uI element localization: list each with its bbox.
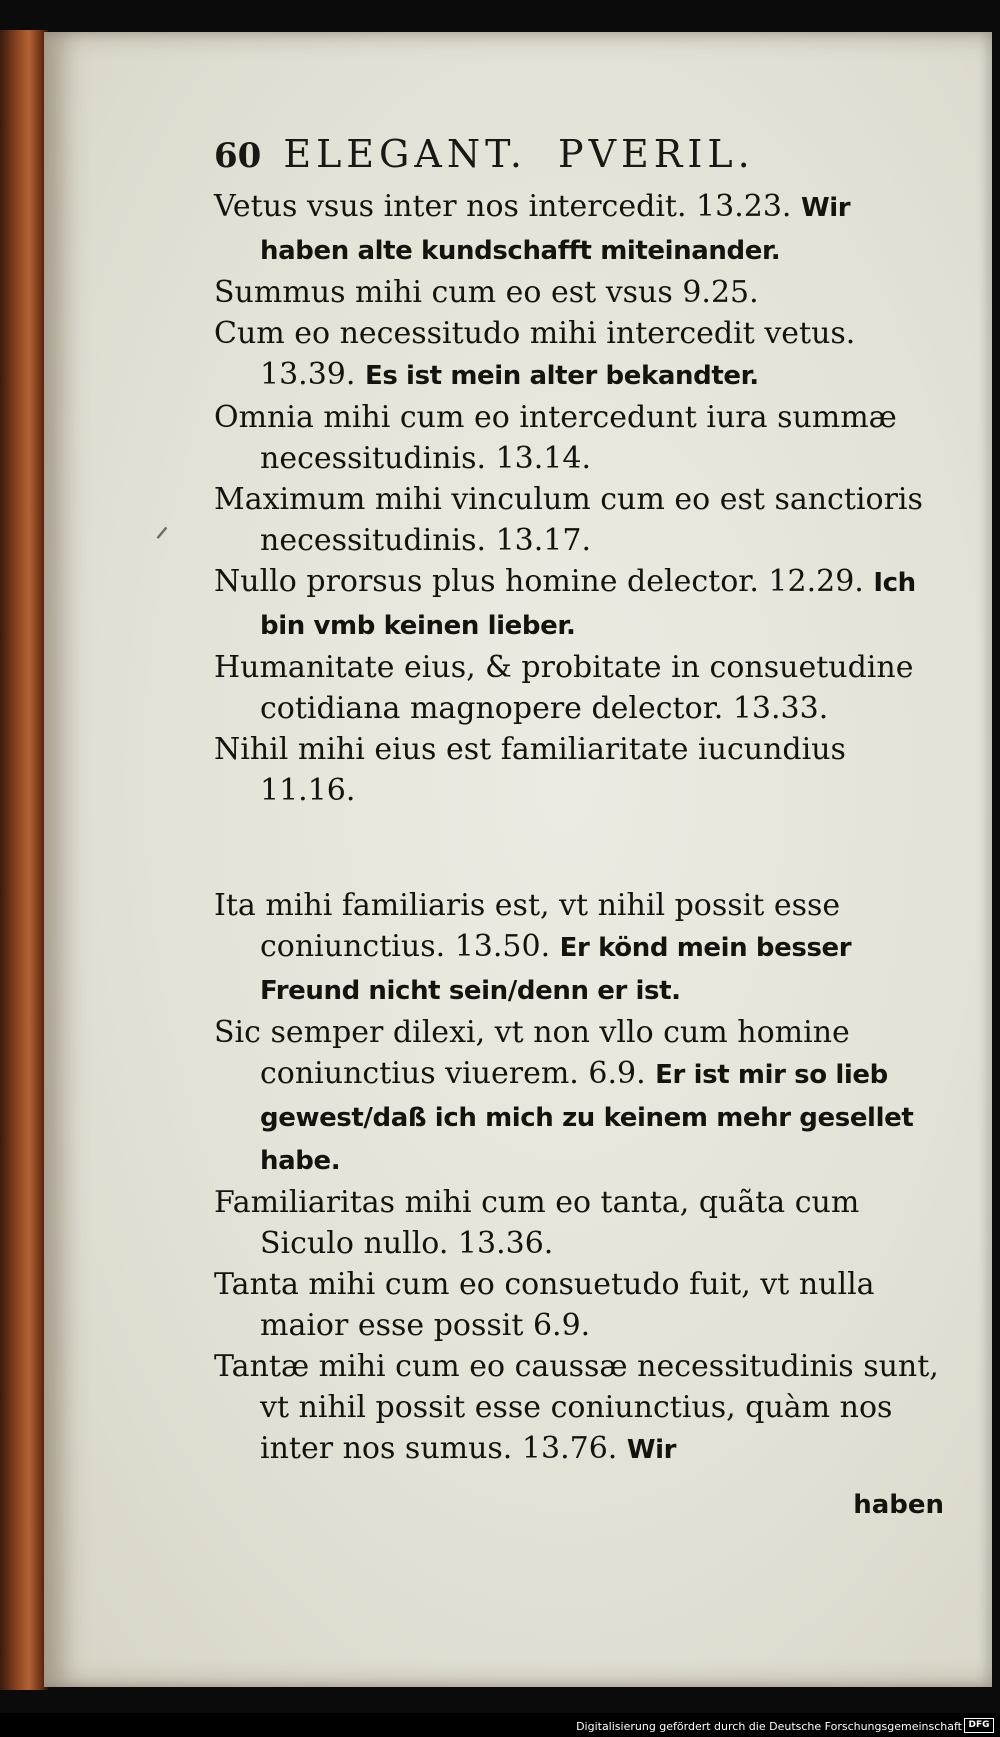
entry-german: Er könd mein besser Freund nicht sein/denn er ist. <box>260 933 852 1006</box>
entry-13 <box>214 1346 942 1471</box>
entry-german: Wir haben alte kundschafft miteinander. <box>260 193 851 266</box>
entry-latin: Vetus vsus inter nos intercedit. <box>214 189 687 224</box>
entry-reference: 11.16. <box>260 773 356 808</box>
digitization-footer <box>0 1713 1000 1737</box>
entry-reference: 13.76. <box>521 1431 618 1466</box>
entry-reference: 13.14. <box>495 441 592 476</box>
entry-7 <box>214 647 942 729</box>
catchword: haben <box>853 1490 944 1520</box>
entry-latin: Maximum mihi vinculum cum eo est sanctioris necessitudinis. <box>214 482 923 558</box>
entry-german: Ich bin vmb keinen lieber. <box>260 568 916 641</box>
entry-latin: Sic semper dilexi, vt non vllo cum homine coniunctius viuerem. <box>214 1015 850 1091</box>
entry-reference: 13.23. <box>696 189 792 224</box>
entry-latin: Nullo prorsus plus homine delector. <box>214 564 759 599</box>
entry-10 <box>214 1012 942 1182</box>
margin-annotation-mark: ᐟ <box>155 520 170 560</box>
entry-6 <box>214 561 942 647</box>
entry-reference: 9.25. <box>682 275 759 310</box>
entry-reference: 13.50. <box>454 929 551 964</box>
book-spine <box>0 30 48 1690</box>
page-text <box>214 186 942 1471</box>
entry-latin: Humanitate eius, & probitate in consuetudine cotidiana magnopere delector. <box>214 650 914 726</box>
page-number: 60 <box>214 136 262 176</box>
entry-reference: 13.33. <box>732 691 829 726</box>
entry-4 <box>214 397 942 479</box>
entry-9 <box>214 885 942 1012</box>
entry-latin: Tantæ mihi cum eo caussæ necessitudinis sunt, vt nihil possit esse coniunctius, quàm nos inter nos sumus. <box>214 1349 939 1466</box>
entry-1 <box>214 186 942 272</box>
entry-latin: Familiaritas mihi cum eo tanta, quãta cum Siculo nullo. <box>214 1185 860 1261</box>
entry-reference: 6.9. <box>588 1056 646 1091</box>
running-head: ELEGANT. PVERIL. <box>283 132 755 176</box>
funding-credit: Digitalisierung gefördert durch die Deutsche Forschungsgemeinschaft <box>576 1720 962 1733</box>
entry-latin: Summus mihi cum eo est vsus <box>214 275 673 310</box>
entry-2 <box>214 272 942 313</box>
entry-reference: 13.36. <box>457 1226 554 1261</box>
entry-german: Er ist mir so lieb gewest/daß ich mich zu keinem mehr gesellet habe. <box>260 1060 914 1176</box>
entry-11 <box>214 1182 942 1264</box>
entry-12 <box>214 1264 942 1346</box>
entry-reference: 12.29. <box>768 564 864 599</box>
entry-3 <box>214 313 942 397</box>
entry-reference: 13.17. <box>495 523 592 558</box>
page-header <box>214 132 755 186</box>
entry-8 <box>214 729 942 811</box>
entry-latin: Ita mihi familiaris est, vt nihil possit esse coniunctius. <box>214 888 841 964</box>
entry-reference: 13.39. <box>260 357 356 392</box>
entry-latin: Tanta mihi cum eo consuetudo fuit, vt nulla maior esse possit <box>214 1267 875 1343</box>
entry-german: Es ist mein alter bekandter. <box>364 361 759 391</box>
entry-latin: Nihil mihi eius est familiaritate iucundius <box>214 732 846 767</box>
dfg-logo: DFG <box>964 1718 994 1733</box>
entry-latin: Omnia mihi cum eo intercedunt iura summæ necessitudinis. <box>214 400 897 476</box>
entry-german: Wir <box>626 1435 677 1465</box>
entry-5 <box>214 479 942 561</box>
entry-latin: Cum eo necessitudo mihi intercedit vetus. <box>214 316 856 351</box>
entry-reference: 6.9. <box>532 1308 591 1343</box>
